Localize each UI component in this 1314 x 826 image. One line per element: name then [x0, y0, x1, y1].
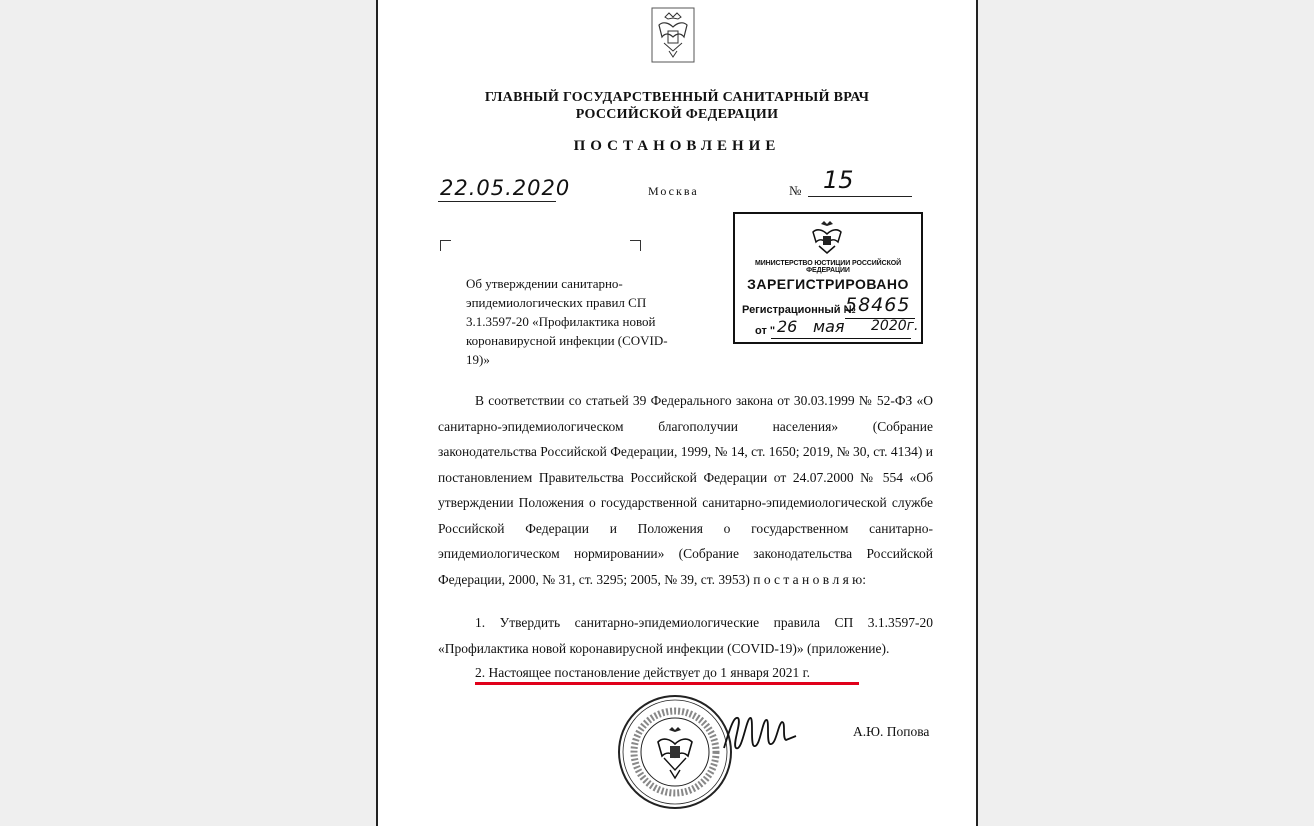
document-date: 22.05.2020	[440, 176, 571, 200]
document-type: ПОСТАНОВЛЕНИЕ	[573, 138, 781, 154]
signature-icon	[722, 708, 798, 758]
date-underline	[438, 201, 556, 202]
document-page	[376, 0, 978, 826]
coat-of-arms-icon	[651, 7, 695, 63]
stamp-month: мая	[813, 317, 845, 336]
stamp-year: 2020г.	[871, 318, 919, 334]
resolution-item-1: 1. Утвердить санитарно-эпидемиологические правила СП 3.1.3597-20 «Профилактика новой коронавирусной инфекции (COVID-19)» (приложение).	[438, 615, 933, 656]
highlight-underline	[475, 682, 859, 685]
issuer-title: ГЛАВНЫЙ ГОСУДАРСТВЕННЫЙ САНИТАРНЫЙ ВРАЧ	[484, 90, 870, 105]
resolution-item-2: 2. Настоящее постановление действует до 1 января 2021 г.	[475, 665, 811, 680]
official-seal-icon	[616, 692, 734, 812]
stamp-registered: ЗАРЕГИСТРИРОВАНО	[747, 276, 909, 292]
document-city: Москва	[648, 184, 699, 198]
stamp-date-underline	[771, 338, 911, 339]
stamp-reg-number: 58465	[845, 294, 911, 316]
document-number: 15	[823, 166, 854, 194]
registration-stamp	[733, 212, 923, 344]
signer-name: А.Ю. Попова	[853, 724, 930, 739]
subject-bracket-right	[630, 240, 641, 251]
number-underline	[808, 196, 912, 197]
subject-bracket-left	[440, 240, 451, 251]
stamp-day: 26	[777, 317, 798, 336]
stamp-from-label: от "	[755, 325, 776, 337]
document-subject: Об утверждении санитарно-эпидемиологических правил СП 3.1.3597-20 «Профилактика новой коронавирусной инфекции (COVID-19)»	[466, 276, 668, 367]
stamp-ministry: МИНИСТЕРСТВО ЮСТИЦИИ РОССИЙСКОЙ ФЕДЕРАЦИИ	[754, 260, 902, 274]
stamp-reg-label: Регистрационный №	[742, 304, 856, 316]
preamble-paragraph: В соответствии со статьей 39 Федерального закона от 30.03.1999 № 52-ФЗ «О санитарно-эпидемиологическом благополучии населения» (Собрание законодательства Российской Федерации, 1999, № 14, ст. 1650; 2019, № 30, ст. 4134) и постановлением Правительства Российской Федерации от 24.07.2000 № 554 «Об утверждении Положения о государственной санитарно-эпидемиологической службе Российской Федерации и Положения о государственном санитарно-эпидемиологическом нормировании» (Собрание законодательства Российской Федерации, 2000, № 31, ст. 3295; 2005, № 39, ст. 3953) п о с т а н о в л я ю:	[438, 393, 933, 587]
stamp-coat-of-arms-icon	[810, 220, 844, 256]
number-label: №	[789, 183, 802, 198]
issuer-country: РОССИЙСКОЙ ФЕДЕРАЦИИ	[575, 107, 779, 122]
